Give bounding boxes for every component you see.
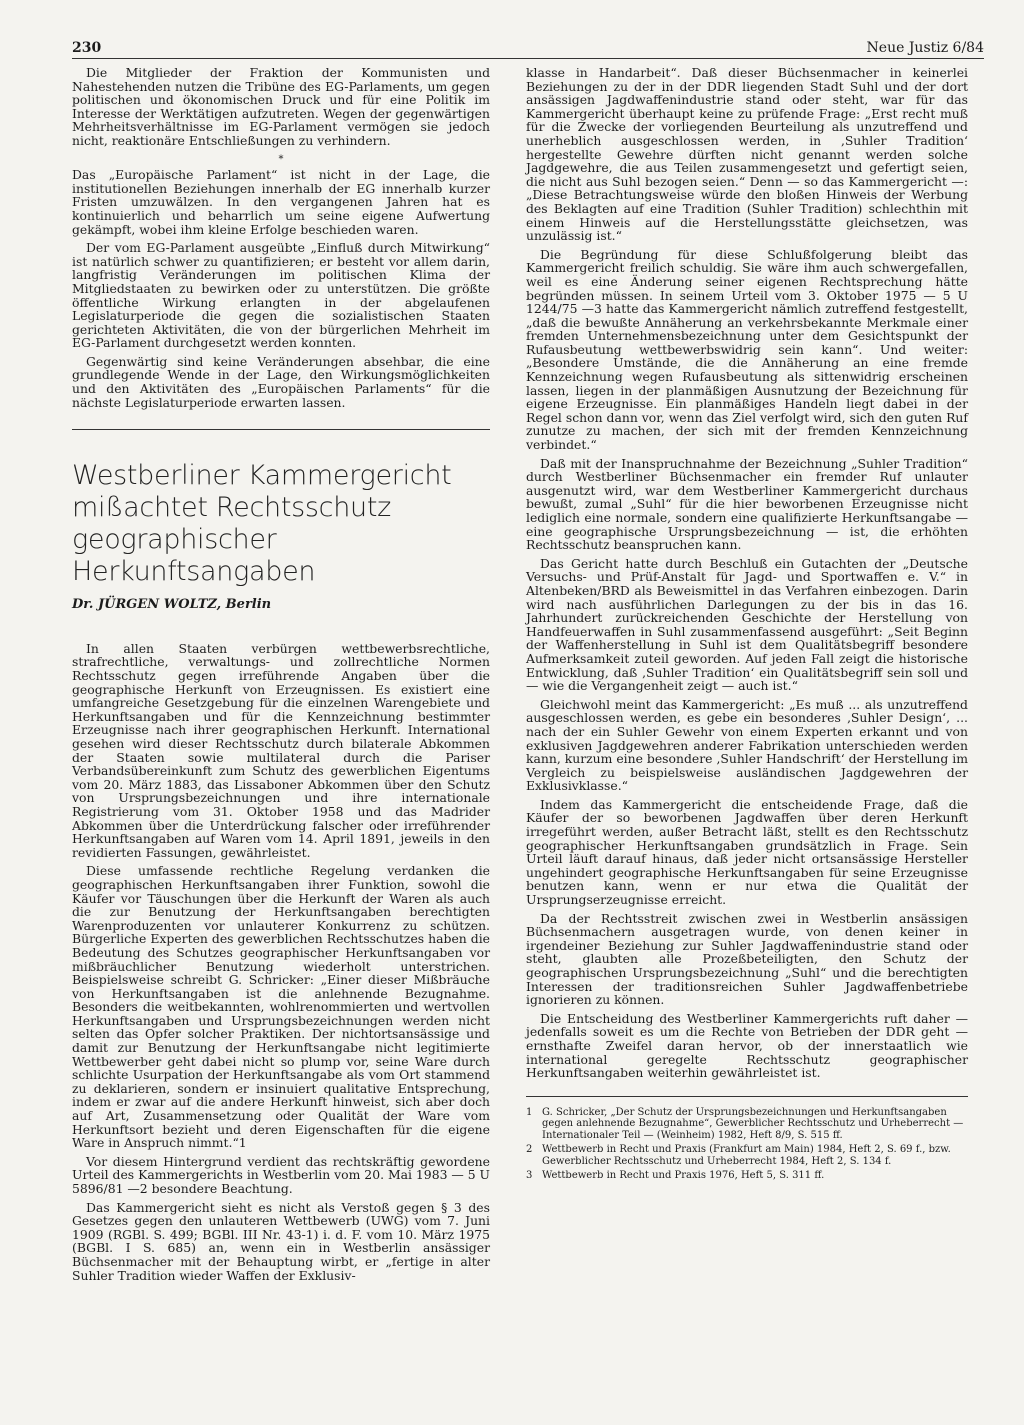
section-rule	[72, 429, 490, 430]
right-column	[526, 66, 968, 1185]
paragraph: Das Kammergericht sieht es nicht als Verstoß gegen § 3 des Gesetzes gegen den unlauteren Wettbewerb (UWG) vom 7. Juni 1909 (RGBl. S. 499; BGBl. III Nr. 43-1) i. d. F. vom 10. März 1975 (BGBl. I S. 685) an, wenn ein in Westberlin ansässiger Büchsenmacher mit der Behauptung wirbt, er „fertige in alter Suhler Tradition wieder Waffen der Exklusiv-	[72, 1199, 490, 1283]
footnote	[526, 1144, 968, 1167]
paragraph: Daß mit der Inanspruchnahme der Bezeichnung „Suhler Tradition“ durch Westberliner Büchsenmacher ein fremder Ruf unlauter ausgenutzt wird, war dem Westberliner Kammergericht durchaus bewußt, zumal „Suhl“ für die hier beworbenen Erzeugnisse nicht lediglich eine normale, sondern eine qualifizierte Herkunftsangabe — eine geographische Ursprungsbezeichnung — ist, die erhöhten Rechtsschutz beanspruchen kann.	[526, 455, 968, 553]
header-rule	[72, 58, 984, 59]
journal-issue: Neue Justiz 6/84	[866, 40, 984, 56]
article-author: Dr. JÜRGEN WOLTZ, Berlin	[72, 597, 272, 613]
page-number: 230	[72, 40, 102, 56]
paragraph: Die Mitglieder der Fraktion der Kommunisten und Nahestehenden nutzen die Tribüne des EG-Parlaments, um gegen politischen und ökonomischen Druck und für eine Politik im Interesse der Werktätigen aufzutreten. Wegen der gegenwärtigen Mehrheitsverhältnisse im EG-Parlament vermögen sie jedoch nicht, reaktionäre Entschließungen zu verhindern.	[72, 65, 490, 148]
footnote-number: 3	[526, 1170, 533, 1182]
article-title-line: mißachtet Rechtsschutz	[72, 492, 391, 524]
footnote	[526, 1170, 968, 1182]
article-title-line: geographischer Herkunftsangaben	[72, 524, 316, 588]
footnote-text: Wettbewerb in Recht und Praxis 1976, Heft 5, S. 311 ff.	[542, 1170, 825, 1182]
paragraph: Die Entscheidung des Westberliner Kammergerichts ruft daher — jedenfalls soweit es um die Rechte von Betrieben der DDR geht — ernsthafte Zweifel daran hervor, ob der innerstaatlich wie international geregelte Rechtsschutz geographischer Herkunftsangaben weiterhin gewährleistet ist.	[526, 1010, 968, 1081]
footnotes	[526, 1096, 968, 1182]
article-title	[72, 460, 490, 588]
left-column	[72, 66, 490, 1287]
paragraph: In allen Staaten verbürgen wettbewerbsrechtliche, strafrechtliche, verwaltungs- und zollrechtliche Normen Rechtsschutz gegen irreführende Angaben über die geographische Herkunft von Erzeugnissen. Es existiert eine umfangreiche Gesetzgebung für die einzelnen Warengebiete und Herkunftsangaben und für die Kennzeichnung bestimmter Erzeugnisse nach ihrer geographischen Herkunft. International gesehen wird dieser Rechtsschutz durch bilaterale Abkommen der Staaten sowie multilateral durch die Pariser Verbandsübereinkunft zum Schutz des gewerblichen Eigentums vom 20. März 1883, das Lissaboner Abkommen über den Schutz von Ursprungsbezeichnungen und ihre internationale Registrierung vom 31. Oktober 1958 und das Madrider Abkommen über die Unterdrückung falscher oder irreführender Herkunftsangaben auf Waren vom 14. April 1891, jeweils in den revidierten Fassungen, gewährleistet.	[72, 640, 490, 860]
section-separator-star: *	[278, 153, 284, 165]
paragraph: Gegenwärtig sind keine Veränderungen absehbar, die eine grundlegende Wende in der Lage, den Wirkungsmöglichkeiten und den Aktivitäten des „Europäischen Parlaments“ für die nächste Legislaturperiode erwarten lassen.	[72, 353, 490, 410]
footnote-number: 2	[526, 1144, 533, 1156]
footnote-text: Wettbewerb in Recht und Praxis (Frankfurt am Main) 1984, Heft 2, S. 69 f., bzw. Gewerblicher Rechtsschutz und Urheberrecht 1984, Heft 2, S. 134 f.	[542, 1144, 951, 1167]
paragraph: klasse in Handarbeit“. Daß dieser Büchsenmacher in keinerlei Beziehungen zu der in der DDR liegenden Stadt Suhl und der dort ansässigen Jagdwaffenindustrie stand oder steht, war für das Kammergericht überhaupt keine zu prüfende Frage: „Erst recht muß für die Zwecke der vorliegenden Beurteilung als unzutreffend und unerheblich ausgeschlossen werden, in ‚Suhler Tradition‘ hergestellte Gewehre dürften nicht genannt werden solche Jagdgewehre, die aus Teilen zusammengesetzt und gefertigt seien, die nicht aus Suhl bezogen seien.“ Denn — so das Kammergericht —: „Diese Betrachtungsweise würde den bloßen Hinweis der Werbung des Beklagten auf eine Tradition (Suhler Tradition) schlechthin mit einem Hinweis auf die Herstellungsstätte gleichsetzen, was unzulässig ist.“	[526, 65, 968, 244]
paragraph: Die Begründung für diese Schlußfolgerung bleibt das Kammergericht freilich schuldig. Sie wäre ihm auch schwergefallen, weil es eine Änderung seiner eigenen Rechtsprechung hätte begründen müssen. In seinem Urteil vom 3. Oktober 1975 — 5 U 1244/75 —3 hatte das Kammergericht nämlich zutreffend festgestellt, „daß die bewußte Annäherung an verkehrsbekannte Merkmale einer fremden Unternehmensbezeichnung unter dem Gesichtspunkt der Rufausbeutung wettbewerbswidrig sein kann“. Und weiter: „Besondere Umstände, die die Annäherung an eine fremde Kennzeichnung wegen Rufausbeutung als sittenwidrig erscheinen lassen, liegen in der planmäßigen Ausnutzung der Bezeichnung für eigene Erzeugnisse. Ein planmäßiges Handeln liegt dabei in der Regel schon dann vor, wenn das Ziel verfolgt wird, sich den guten Ruf zunutze zu machen, der sich mit der fremden Kennzeichnung verbindet.“	[526, 246, 968, 453]
paragraph: Indem das Kammergericht die entscheidende Frage, daß die Käufer der so beworbenen Jagdwaffen über deren Herkunft irregeführt werden, außer Betracht läßt, stellt es den Rechtsschutz geographischer Herkunftsangaben grundsätzlich in Frage. Sein Urteil läuft darauf hinaus, daß jeder nicht ortsansässige Hersteller ungehindert geographische Herkunftsangaben für seine Erzeugnisse benutzen kann, wenn er nur etwa die Qualität der Ursprungserzeugnisse erreicht.	[526, 796, 968, 908]
footnote-number: 1	[526, 1106, 533, 1118]
paragraph: Das Gericht hatte durch Beschluß ein Gutachten der „Deutsche Versuchs- und Prüf-Anstalt für Jagd- und Sportwaffen e. V.“ in Altenbeken/BRD als Beweismittel in das Verfahren einbezogen. Darin wird nach ausführlichen Darlegungen zu der bis in das 16. Jahrhundert zurückreichenden Geschichte der Herstellung von Handfeuerwaffen in Suhl zusammenfassend ausgeführt: „Seit Beginn der Waffenherstellung in Suhl ist dem Qualitätsbegriff besondere Aufmerksamkeit zuteil geworden. Auf jeden Fall zeigt die historische Entwicklung, daß ‚Suhler Tradition‘ ein Qualitätsbegriff sein soll und — wie die Vergangenheit zeigt — auch ist.“	[526, 555, 968, 694]
paragraph: Diese umfassende rechtliche Regelung verdanken die geographischen Herkunftsangaben ihrer Funktion, sowohl die Käufer vor Täuschungen über die Herkunft der Waren als auch die zur Benutzung der Herkunftsangaben berechtigten Warenproduzenten vor unlauterer Konkurrenz zu schützen. Bürgerliche Experten des gewerblichen Rechtsschutzes haben die Bedeutung des Schutzes geographischer Herkunftsangaben vor mißbräuchlicher Benutzung wiederholt unterstrichen. Beispielsweise schreibt G. Schricker: „Einer dieser Mißbräuche von Herkunftsangaben ist die anlehnende Bezugnahme. Besonders die weitbekannten, wohlrenommierten und wertvollen Herkunftsangaben und Ursprungsbezeichnungen werden nicht selten das Opfer solcher Praktiken. Der nichtortsansässige und damit zur Benutzung der Herkunftsangabe nicht legitimierte Wettbewerber geht dabei nicht so plump vor, seine Ware durch schlichte Usurpation der Herkunftsangabe als vom Ort stammend zu deklarieren, sondern er insinuiert qualitative Entsprechung, indem er zwar auf die andere Herkunft hinweist, sich aber doch auf Art, Zusammensetzung oder Qualität der Ware vom Herkunftsort bezieht und deren Eigenschaften für die eigene Ware in Anspruch nimmt.“1	[72, 863, 490, 1151]
paragraph: Das „Europäische Parlament“ ist nicht in der Lage, die institutionellen Beziehungen innerhalb der EG innerhalb kurzer Fristen umzuwälzen. In den vergangenen Jahren hat es kontinuierlich und beharrlich um seine eigene Aufwertung gekämpft, wobei ihm kleine Erfolge beschieden waren.	[72, 167, 490, 237]
paragraph: Der vom EG-Parlament ausgeübte „Einfluß durch Mitwirkung“ ist natürlich schwer zu quantifizieren; er besteht vor allem darin, langfristig Veränderungen im politischen Klima der Mitgliedstaaten zu bewirken oder zu unterstützen. Die größte öffentliche Wirkung erlangten in der abgelaufenen Legislaturperiode die gegen die sozialistischen Staaten gerichteten Aktivitäten, die von der bürgerlichen Mehrheit im EG-Parlament durchgesetzt werden konnten.	[72, 240, 490, 351]
footnote	[526, 1107, 968, 1142]
article-title-line: Westberliner Kammergericht	[72, 460, 452, 492]
footnote-text: G. Schricker, „Der Schutz der Ursprungsbezeichnungen und Herkunftsangaben gegen anlehnende Bezugnahme“, Gewerblicher Rechtsschutz und Urheberrecht — Internationaler Teil — (Weinheim) 1982, Heft 8/9, S. 515 ff.	[542, 1106, 964, 1141]
paragraph: Da der Rechtsstreit zwischen zwei in Westberlin ansässigen Büchsenmachern ausgetragen wurde, von denen keiner in irgendeiner Beziehung zur Suhler Jagdwaffenindustrie stand oder steht, glaubten alle Prozeßbeteiligten, den Schutz der geographischen Ursprungsbezeichnung „Suhl“ und die berechtigten Interessen der traditionsreichen Suhler Jagdwaffenbetriebe ignorieren zu können.	[526, 910, 968, 1008]
paragraph: Gleichwohl meint das Kammergericht: „Es muß ... als unzutreffend ausgeschlossen werden, es gebe ein besonderes ‚Suhler Design‘, ... nach der ein Suhler Gewehr von einem Experten erkannt und von exklusiven Jagdgewehren anderer Fabrikation unterschieden werden kann, kurzum eine besondere ‚Suhler Handschrift‘ der Herstellung im Vergleich zu beispielsweise ausländischen Jagdgewehren der Exklusivklasse.“	[526, 696, 968, 794]
paragraph: Vor diesem Hintergrund verdient das rechtskräftig gewordene Urteil des Kammergerichts in Westberlin vom 20. Mai 1983 — 5 U 5896/81 —2 besondere Beachtung.	[72, 1153, 490, 1196]
